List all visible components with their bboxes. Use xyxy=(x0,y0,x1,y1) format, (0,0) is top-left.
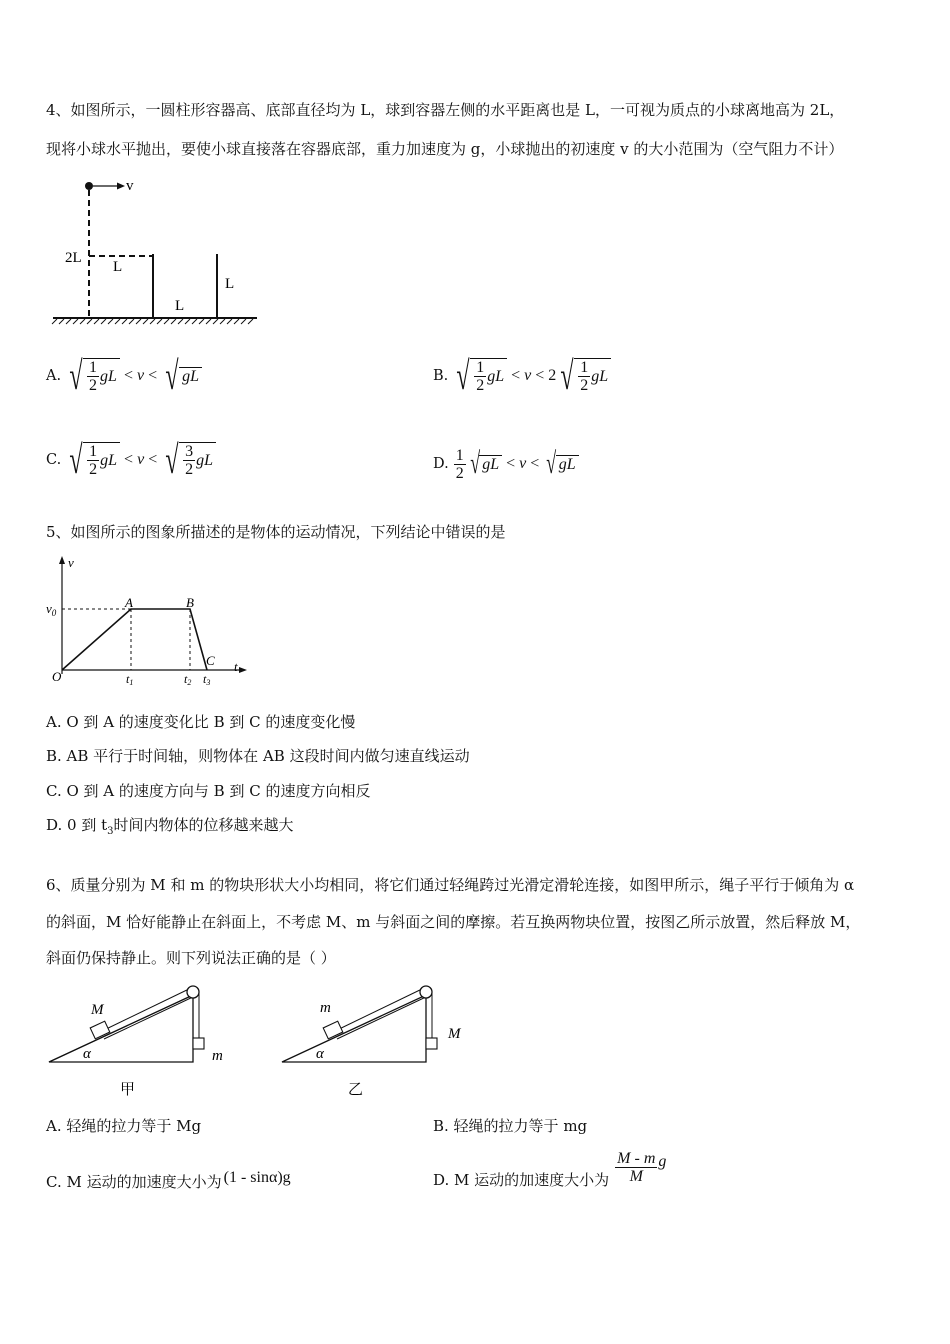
hatch-mark xyxy=(171,319,176,324)
ground-hatching xyxy=(52,319,253,324)
var-v: v xyxy=(519,455,527,472)
label-block-on-slope: m xyxy=(320,1000,331,1016)
fig-label-2L: 2L xyxy=(65,250,82,266)
axis-label-t: t xyxy=(234,659,238,674)
pulley-icon xyxy=(420,986,432,998)
fig-label-v: v xyxy=(126,178,134,194)
incline xyxy=(282,995,426,1062)
option-label: B. xyxy=(433,368,449,384)
lt-sign: < xyxy=(124,451,134,468)
caption-yi: 乙 xyxy=(348,1082,364,1098)
q6-figure-jia xyxy=(45,980,245,1100)
hatch-mark xyxy=(185,319,190,324)
point-B: B xyxy=(186,595,194,610)
label-angle: α xyxy=(316,1046,324,1062)
lt-sign: < xyxy=(535,367,545,384)
coef-2: 2 xyxy=(548,367,557,384)
frac-den: M xyxy=(629,1168,643,1185)
expr-gL: gL xyxy=(196,451,214,469)
hanging-block xyxy=(426,1038,437,1049)
q6-option-b[interactable]: B. 轻绳的拉力等于 mg xyxy=(433,1117,588,1135)
hatch-mark xyxy=(164,319,169,324)
q5-option-d[interactable] xyxy=(46,815,294,842)
hatch-mark xyxy=(108,319,113,324)
frac-num: 1 xyxy=(89,359,98,376)
q4-option-c[interactable]: C. √ $\frac{1}{2}$ gL < v < √ $\frac{3}{2}$ gL xyxy=(46,440,216,480)
q6-stem-line3: 斜面仍保持静止。则下列说法正确的是（ ） xyxy=(46,949,336,967)
q6-option-c[interactable] xyxy=(46,1169,291,1192)
frac-den: 2 xyxy=(455,464,464,482)
fig-label-L1: L xyxy=(113,259,123,275)
arrowhead-icon xyxy=(117,183,125,190)
hatch-mark xyxy=(80,319,85,324)
hatch-mark xyxy=(227,319,232,324)
lt-sign: < xyxy=(123,367,133,384)
lt-sign: < xyxy=(506,455,516,472)
frac-den: 2 xyxy=(89,377,98,394)
rope-2 xyxy=(337,996,428,1039)
hatch-mark xyxy=(59,319,64,324)
var-v: v xyxy=(136,367,145,384)
q4-option-b[interactable]: B. √ $\frac{1}{2}$ gL < v < 2 √ $\frac{1}{2}$ gL xyxy=(433,356,611,396)
q4-stem-line2: 现将小球水平抛出，要使小球直接落在容器底部，重力加速度为 g，小球抛出的初速度 v 的大小范围为（空气阻力不计） xyxy=(46,140,844,158)
hatch-mark xyxy=(234,319,239,324)
frac-den: 2 xyxy=(476,377,485,394)
expr-gL: gL xyxy=(100,367,117,385)
option-label: C. xyxy=(46,452,62,468)
lt-sign: < xyxy=(148,367,158,384)
label-hanging: m xyxy=(212,1048,223,1064)
q6-stem-line1: 6、质量分别为 M 和 m 的物块形状大小均相同，将它们通过轻绳跨过光滑定滑轮连接，如图甲所示，绳子平行于倾角为 α xyxy=(46,876,855,894)
frac-num: 3 xyxy=(185,443,194,460)
fig-label-L2: L xyxy=(175,298,185,314)
hatch-mark xyxy=(87,319,92,324)
lt-sign: < xyxy=(511,367,521,384)
tick-t1: t1 xyxy=(126,672,134,687)
opt-c-expr: (1 - sinα)g xyxy=(223,1169,291,1186)
label-block-on-slope: M xyxy=(91,1002,104,1018)
t-axis-arrow-icon xyxy=(239,667,247,673)
hatch-mark xyxy=(178,319,183,324)
option-label: A. xyxy=(46,368,62,384)
frac-num: 1 xyxy=(476,359,485,376)
slope-edge xyxy=(49,995,193,1062)
v-axis-arrow-icon xyxy=(59,556,65,564)
tick-t2: t2 xyxy=(184,672,192,687)
hatch-mark xyxy=(150,319,155,324)
axis-label-v: v xyxy=(68,555,74,570)
lt-sign: < xyxy=(148,451,158,468)
hatch-mark xyxy=(122,319,127,324)
q4-option-d[interactable]: D. $\frac{1}{2}$ √ gL < v < √ gL xyxy=(433,444,579,484)
q6-option-a[interactable]: A. 轻绳的拉力等于 Mg xyxy=(46,1117,202,1135)
label-hanging: M xyxy=(448,1026,461,1042)
slope-block xyxy=(323,1021,343,1039)
label-v0: $v_0$ xyxy=(46,601,57,618)
hatch-mark xyxy=(115,319,120,324)
expr-gL: gL xyxy=(591,367,609,385)
hatch-mark xyxy=(101,319,106,324)
var-v: v xyxy=(524,367,532,384)
opt-d-pre: D. 0 到 t xyxy=(46,816,108,834)
var-v: v xyxy=(137,451,145,468)
hatch-mark xyxy=(66,319,71,324)
q4-stem-line1: 4、如图所示，一圆柱形容器高、底部直径均为 L，球到容器左侧的水平距离也是 L，一可视为质点的小球离地高为 2L， xyxy=(46,101,845,119)
tick-t3: t3 xyxy=(203,672,211,687)
slope-block xyxy=(90,1021,110,1039)
ball xyxy=(85,182,93,190)
frac-den: 2 xyxy=(89,461,98,478)
hatch-mark xyxy=(52,319,57,324)
pulley-icon xyxy=(187,986,199,998)
hatch-mark xyxy=(143,319,148,324)
frac-num: M - m xyxy=(617,1150,656,1167)
vt-curve xyxy=(62,609,207,670)
expr-gL: gL xyxy=(558,455,576,473)
expr-gL: gL xyxy=(482,455,500,473)
opt-d-post: 时间内物体的位移越来越大 xyxy=(113,816,294,834)
q5-vt-graph xyxy=(45,552,255,687)
hatch-mark xyxy=(129,319,134,324)
hatch-mark xyxy=(94,319,99,324)
q6-option-d[interactable] xyxy=(433,1150,667,1189)
var-g: g xyxy=(658,1152,667,1170)
opt-d-text: D. M 运动的加速度大小为 xyxy=(433,1170,610,1189)
q6-figure-yi xyxy=(278,980,478,1100)
hanging-block xyxy=(193,1038,204,1049)
rope xyxy=(100,988,191,1032)
option-label: D. xyxy=(433,456,449,472)
q5-option-b[interactable]: B. AB 平行于时间轴，则物体在 AB 这段时间内做匀速直线运动 xyxy=(46,747,470,765)
caption-jia: 甲 xyxy=(120,1082,136,1098)
hatch-mark xyxy=(248,319,253,324)
opt-d-sub: 3 xyxy=(107,826,114,837)
hatch-mark xyxy=(241,319,246,324)
hatch-mark xyxy=(213,319,218,324)
opt-c-text: C. M 运动的加速度大小为 xyxy=(46,1173,222,1191)
origin-O: O xyxy=(52,669,62,684)
fig-label-L3: L xyxy=(225,276,235,292)
label-angle: α xyxy=(83,1046,91,1062)
hatch-mark xyxy=(192,319,197,324)
frac-den: 2 xyxy=(185,461,194,478)
frac-num: 1 xyxy=(89,443,98,460)
q5-option-a[interactable]: A. O 到 A 的速度变化比 B 到 C 的速度变化慢 xyxy=(46,713,356,731)
expr-gL: gL xyxy=(100,451,118,469)
hatch-mark xyxy=(199,319,204,324)
frac-num: 1 xyxy=(580,359,589,376)
hatch-mark xyxy=(157,319,162,324)
point-C: C xyxy=(206,653,215,668)
q5-stem: 5、如图所示的图象所描述的是物体的运动情况，下列结论中错误的是 xyxy=(46,523,506,541)
frac-num: 1 xyxy=(455,446,464,464)
q5-option-c[interactable]: C. O 到 A 的速度方向与 B 到 C 的速度方向相反 xyxy=(46,782,371,800)
q6-stem-line2: 的斜面，M 恰好能静止在斜面上，不考虑 M、m 与斜面之间的摩擦。若互换两物块位置，按图乙所示放置，然后释放 M， xyxy=(46,913,861,931)
lt-sign: < xyxy=(530,455,540,472)
expr-gL: gL xyxy=(487,367,505,385)
hatch-mark xyxy=(136,319,141,324)
hatch-mark xyxy=(73,319,78,324)
rope xyxy=(333,988,424,1032)
hatch-mark xyxy=(206,319,211,324)
rope-2 xyxy=(104,996,195,1039)
point-A: A xyxy=(125,595,133,610)
frac-den: 2 xyxy=(580,377,589,394)
expr-gL: gL xyxy=(182,367,199,385)
hatch-mark xyxy=(220,319,225,324)
q4-figure xyxy=(45,170,275,330)
q4-option-a[interactable]: A. √ $\frac{1}{2}$ gL < v < √ gL xyxy=(46,356,202,396)
